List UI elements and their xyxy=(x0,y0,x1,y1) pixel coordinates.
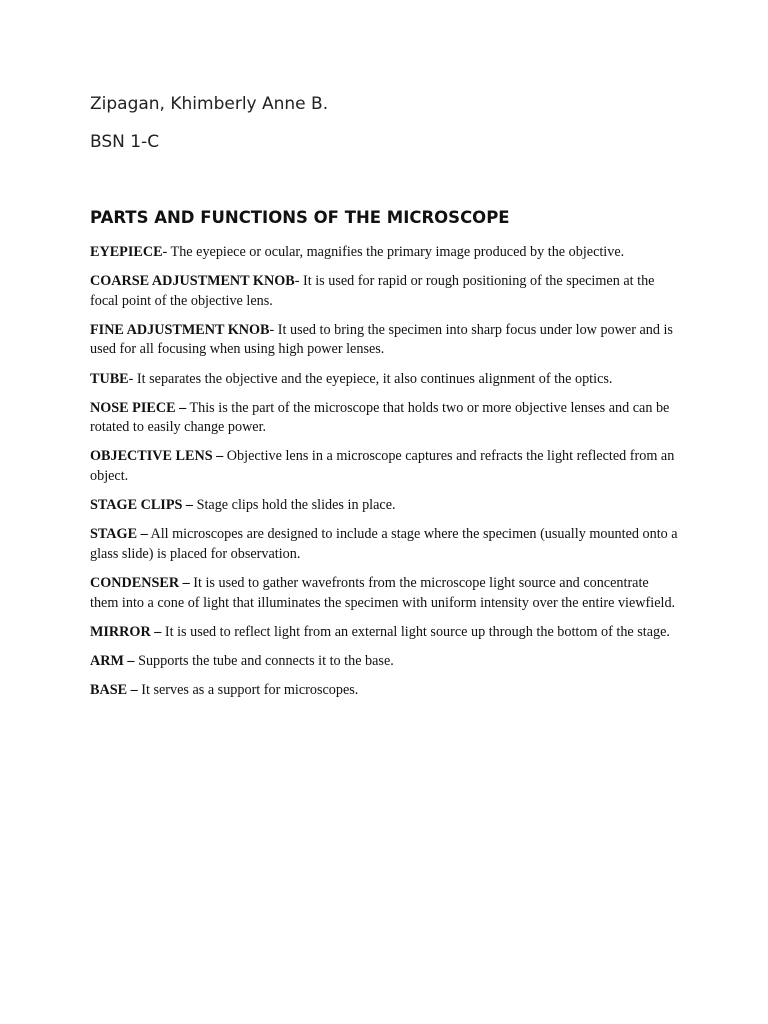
part-term: EYEPIECE xyxy=(90,244,163,260)
parts-list xyxy=(90,243,680,710)
part-definition: It is used for rapid or rough positioning of the specimen at the focal point of the objective lens. xyxy=(90,273,655,309)
part-definition: It is used to gather wavefronts from the microscope light source and concentrate them into a cone of light that illuminates the specimen with uniform intensity over the entire viewfield. xyxy=(90,575,676,611)
part-separator: - xyxy=(128,370,137,387)
part-entry-nose-piece xyxy=(90,399,680,438)
part-term: COARSE ADJUSTMENT KNOB xyxy=(90,273,295,290)
part-term: NOSE PIECE – xyxy=(90,399,187,416)
part-entry-tube xyxy=(90,370,680,390)
part-definition: It used to bring the specimen into sharp focus under low power and is used for all focusing when using high power lenses. xyxy=(90,321,673,358)
student-name: Zipagan, Khimberly Anne B. xyxy=(90,94,329,114)
part-separator: - xyxy=(294,273,303,290)
part-definition: The eyepiece or ocular, magnifies the primary image produced by the objective. xyxy=(170,244,625,260)
part-term: FINE ADJUSTMENT KNOB xyxy=(90,321,270,338)
document-title: PARTS AND FUNCTIONS OF THE MICROSCOPE xyxy=(90,208,510,227)
part-entry-arm xyxy=(90,652,680,672)
part-term: BASE – xyxy=(90,682,138,699)
part-definition: This is the part of the microscope that holds two or more objective lenses and can be rotated to easily change power. xyxy=(90,399,670,436)
part-separator: - xyxy=(269,321,278,338)
part-term: STAGE – xyxy=(90,526,148,543)
part-entry-stage-clips xyxy=(90,496,680,516)
part-term: TUBE xyxy=(90,370,129,387)
part-definition: It is used to reflect light from an external light source up through the bottom of the stage. xyxy=(164,623,670,640)
part-separator: - xyxy=(162,244,171,260)
part-entry-objective-lens xyxy=(90,447,680,486)
part-definition: Supports the tube and connects it to the base. xyxy=(138,652,394,669)
part-definition: It separates the objective and the eyepiece, it also continues alignment of the optics. xyxy=(136,370,613,387)
part-term: CONDENSER – xyxy=(90,575,190,591)
part-term: STAGE CLIPS – xyxy=(90,497,194,514)
part-definition: Stage clips hold the slides in place. xyxy=(196,497,396,514)
part-definition: Objective lens in a microscope captures and refracts the light reflected from an object. xyxy=(90,448,675,484)
part-term: OBJECTIVE LENS – xyxy=(90,448,224,465)
part-entry-fine-adjustment-knob xyxy=(90,321,680,360)
part-entry-eyepiece xyxy=(90,243,680,263)
part-entry-mirror xyxy=(90,623,680,643)
part-entry-base xyxy=(90,681,680,701)
part-term: MIRROR – xyxy=(90,623,162,640)
student-section: BSN 1-C xyxy=(90,132,160,152)
part-definition: It serves as a support for microscopes. xyxy=(141,682,359,699)
part-entry-coarse-adjustment-knob xyxy=(90,272,680,311)
part-entry-condenser xyxy=(90,574,680,613)
part-entry-stage xyxy=(90,525,680,564)
part-definition: All microscopes are designed to include a stage where the specimen (usually mounted onto a glass slide) is placed for observation. xyxy=(90,526,678,562)
part-term: ARM – xyxy=(90,652,135,669)
